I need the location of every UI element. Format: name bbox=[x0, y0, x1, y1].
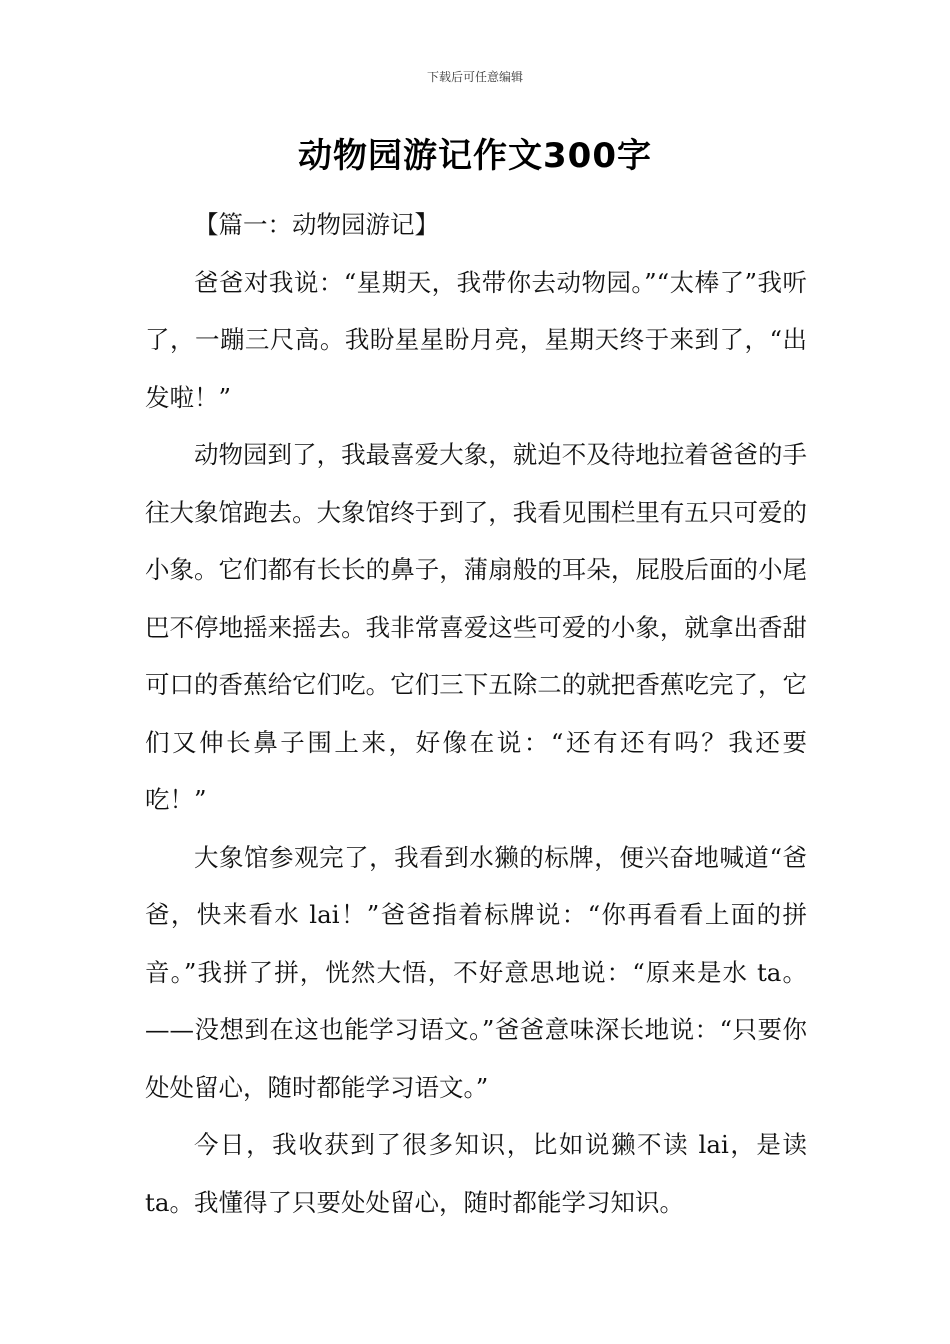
document-body bbox=[145, 196, 807, 1231]
section-heading: 【篇一：动物园游记】 bbox=[194, 210, 439, 239]
paragraph-1: 爸爸对我说：“星期天，我带你去动物园。”“太棒了”我听了，一蹦三尺高。我盼星星盼月亮，星期天终于来到了，“出发啦！” bbox=[145, 267, 807, 412]
document-title: 动物园游记作文300字 bbox=[298, 136, 652, 176]
paragraph-2: 动物园到了，我最喜爱大象，就迫不及待地拉着爸爸的手往大象馆跑去。大象馆终于到了，我看见围栏里有五只可爱的小象。它们都有长长的鼻子，蒲扇般的耳朵，屁股后面的小尾巴不停地摇来摇去。我非常喜爱这些可爱的小象，就拿出香甜可口的香蕉给它们吃。它们三下五除二的就把香蕉吃完了，它们又伸长鼻子围上来，好像在说：“还有还有吗？我还要吃！” bbox=[145, 440, 807, 814]
header-note: 下载后可任意编辑 bbox=[426, 70, 523, 84]
paragraph-3: 大象馆参观完了，我看到水獭的标牌，便兴奋地喊道“爸爸，快来看水 lai！”爸爸指着标牌说：“你再看看上面的拼音。”我拼了拼，恍然大悟，不好意思地说：“原来是水 ta。——没想到在这也能学习语文。”爸爸意味深长地说：“只要你处处留心，随时都能学习语文。” bbox=[145, 842, 807, 1102]
paragraph-4: 今日，我收获到了很多知识，比如说獭不读 lai，是读 ta。我懂得了只要处处留心，随时都能学习知识。 bbox=[145, 1130, 807, 1217]
